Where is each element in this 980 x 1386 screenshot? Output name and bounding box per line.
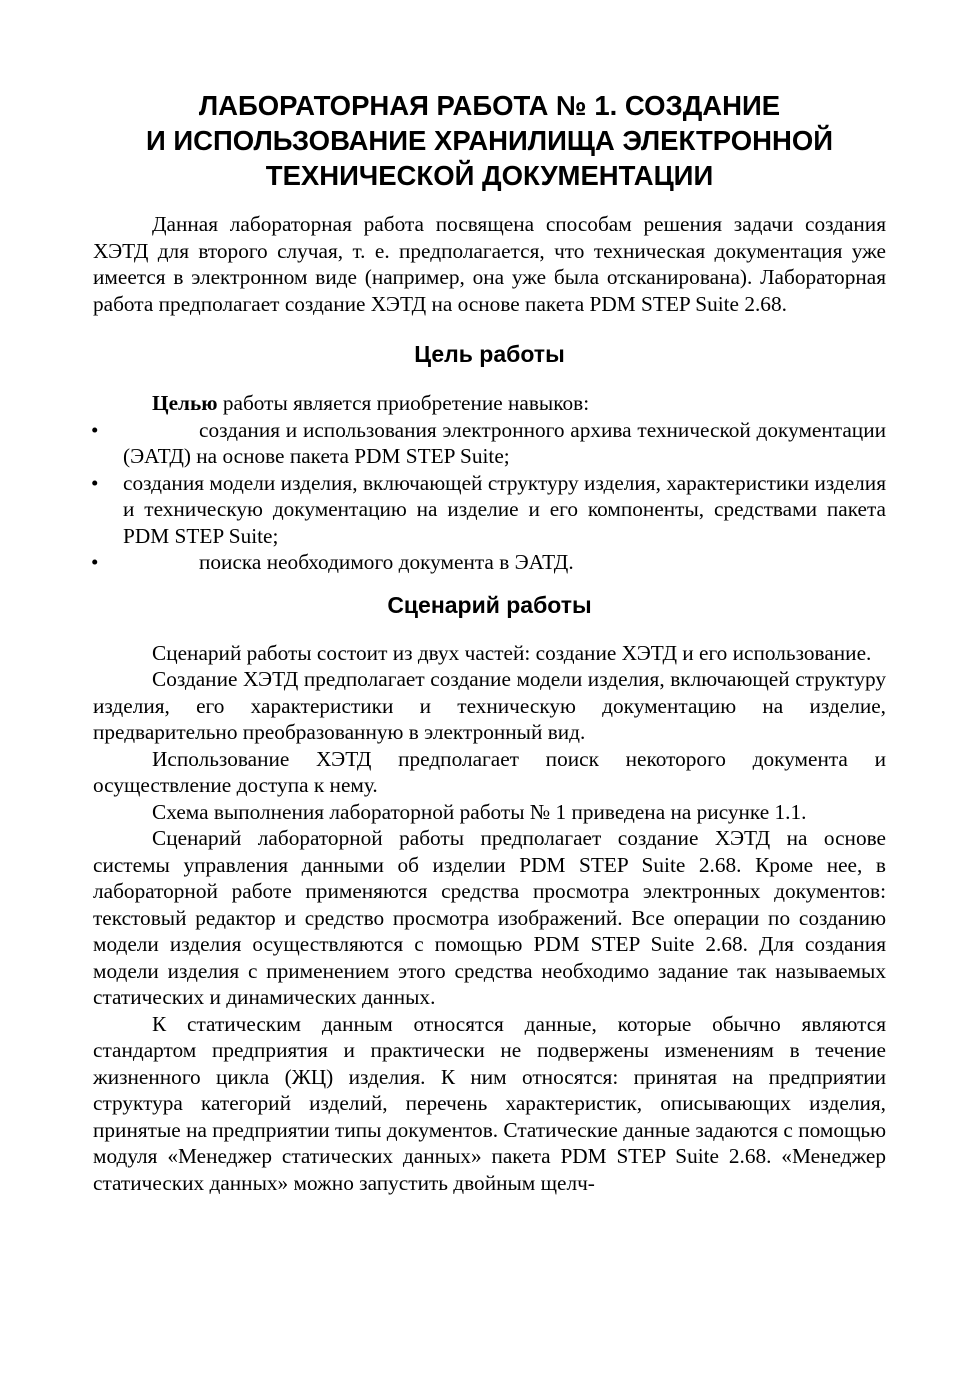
scenario-paragraph: Создание ХЭТД предполагает создание модели изделия, включающей структуру изделия, его характеристики и техническую документацию на изделие, предварительно преобразованную в электронный вид. [93, 667, 886, 744]
title-line-2: И ИСПОЛЬЗОВАНИЕ ХРАНИЛИЩА ЭЛЕКТРОННОЙ [145, 125, 834, 156]
goal-heading: Цель работы [414, 341, 565, 367]
bullet-icon: • [91, 550, 99, 574]
scenario-paragraph: Сценарий работы состоит из двух частей: создание ХЭТД и его использование. [152, 640, 872, 665]
list-item-text: поиска необходимого документа в ЭАТД. [199, 550, 574, 574]
intro-paragraph: Данная лабораторная работа посвящена способам решения задачи создания ХЭТД для второго случая, т. е. предполагается, что техническая документация уже имеется в электронном виде (например, она уже была отсканирована). Лабораторная работа предполагает создание ХЭТД на основе пакета PDM STEP Suite 2.68. [93, 212, 886, 316]
goal-lead-bold: Целью [152, 391, 218, 415]
scenario-heading: Сценарий работы [387, 591, 592, 618]
list-item [93, 470, 886, 550]
goal-lead [93, 390, 886, 417]
goal-lead-text: работы является приобретение навыков: [217, 391, 590, 415]
scenario-paragraph: Схема выполнения лабораторной работы № 1 приведена на рисунке 1.1. [152, 799, 807, 824]
list-item [93, 549, 886, 576]
title-line-1: ЛАБОРАТОРНАЯ РАБОТА № 1. СОЗДАНИЕ [198, 90, 781, 121]
scenario-paragraph: К статическим данным относятся данные, которые обычно являются стандартом предприятия и практически не подвержены изменениям в течение жизненного цикла (ЖЦ) изделия. К ним относятся: принятая на предприятии структура категорий изделий, перечень характеристик, описывающих изделия, принятые на предприятии типы документов. Статические данные задаются с помощью модуля «Менеджер статических данных» пакета PDM STEP Suite 2.68. «Менеджер статических данных» можно запустить двойным щелч- [93, 1011, 886, 1195]
scenario-paragraph: Использование ХЭТД предполагает поиск некоторого документа и осуществление доступа к нему. [93, 746, 886, 797]
title-line-3: ТЕХНИЧЕСКОЙ ДОКУМЕНТАЦИИ [265, 160, 714, 191]
document-page [93, 88, 886, 1196]
list-item-text: создания модели изделия, включающей структуру изделия, характеристики изделия и техническую документацию на изделие и его компоненты, средствами пакета PDM STEP Suite; [123, 470, 886, 548]
bullet-icon: • [91, 470, 99, 495]
list-item-text: создания и использования электронного архива технической документации (ЭАТД) на основе пакета PDM STEP Suite; [123, 417, 886, 468]
goal-list [93, 417, 886, 576]
page-title [93, 88, 886, 193]
list-item [93, 417, 886, 470]
bullet-icon: • [91, 417, 99, 442]
scenario-paragraph: Сценарий лабораторной работы предполагает создание ХЭТД на основе системы управления данными об изделии PDM STEP Suite 2.68. Кроме нее, в лабораторной работе применяются средства просмотра электронных документов: текстовый редактор и средство просмотра изображений. Все операции по созданию модели изделия осуществляются с помощью PDM STEP Suite 2.68. Для создания модели изделия с применением этого средства необходимо задание так называемых статических и динамических данных. [93, 826, 886, 1009]
